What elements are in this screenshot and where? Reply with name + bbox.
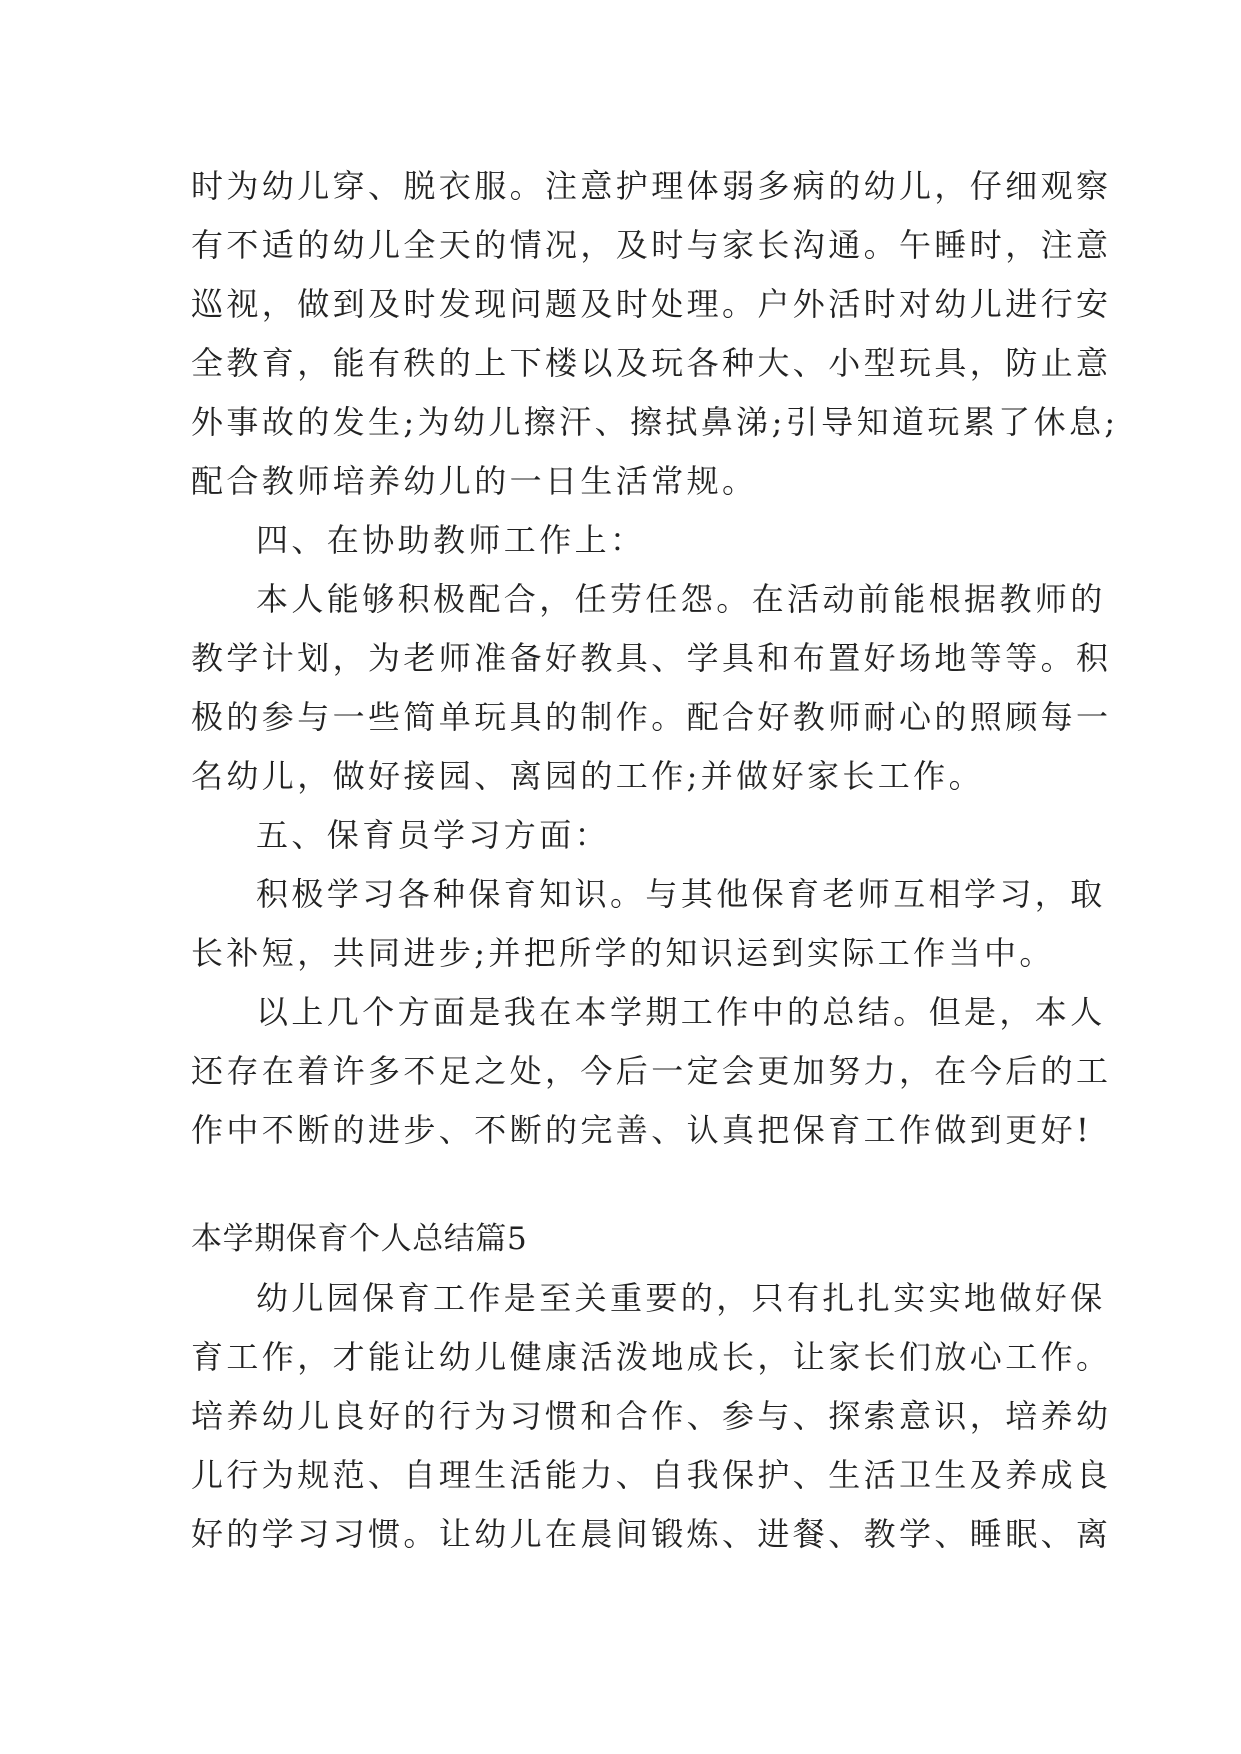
text-line: 培养幼儿良好的行为习惯和合作、参与、探索意识，培养幼 — [191, 1397, 1112, 1435]
paragraph-first-line: 积极学习各种保育知识。与其他保育老师互相学习，取 — [256, 875, 1106, 913]
text-line: 育工作，才能让幼儿健康活泼地成长，让家长们放心工作。 — [191, 1338, 1112, 1376]
paragraph-first-line: 幼儿园保育工作是至关重要的，只有扎扎实实地做好保 — [256, 1279, 1106, 1317]
text-line: 作中不断的进步、不断的完善、认真把保育工作做到更好! — [191, 1111, 1093, 1149]
text-line: 外事故的发生;为幼儿擦汗、擦拭鼻涕;引导知道玩累了休息; — [191, 403, 1119, 441]
text-line: 好的学习习惯。让幼儿在晨间锻炼、进餐、教学、睡眠、离 — [191, 1515, 1112, 1553]
text-line: 有不适的幼儿全天的情况，及时与家长沟通。午睡时，注意 — [191, 226, 1112, 264]
text-line: 名幼儿，做好接园、离园的工作;并做好家长工作。 — [191, 757, 984, 795]
text-line: 巡视，做到及时发现问题及时处理。户外活时对幼儿进行安 — [191, 285, 1112, 323]
section-heading: 五、保育员学习方面： — [256, 816, 611, 854]
text-line: 儿行为规范、自理生活能力、自我保护、生活卫生及养成良 — [191, 1456, 1112, 1494]
text-line: 配合教师培养幼儿的一日生活常规。 — [191, 462, 758, 500]
paragraph-first-line: 本人能够积极配合，任劳任怨。在活动前能根据教师的 — [256, 580, 1106, 618]
text-line: 还存在着许多不足之处，今后一定会更加努力，在今后的工 — [191, 1052, 1112, 1090]
text-line: 时为幼儿穿、脱衣服。注意护理体弱多病的幼儿，仔细观察 — [191, 167, 1112, 205]
text-line: 全教育，能有秩的上下楼以及玩各种大、小型玩具，防止意 — [191, 344, 1112, 382]
text-line: 教学计划，为老师准备好教具、学具和布置好场地等等。积 — [191, 639, 1112, 677]
text-line: 长补短，共同进步;并把所学的知识运到实际工作当中。 — [191, 934, 1055, 972]
paragraph-first-line: 以上几个方面是我在本学期工作中的总结。但是，本人 — [256, 993, 1106, 1031]
text-line: 极的参与一些简单玩具的制作。配合好教师耐心的照顾每一 — [191, 698, 1112, 736]
section-heading: 四、在协助教师工作上： — [256, 521, 646, 559]
article-title: 本学期保育个人总结篇5 — [191, 1221, 528, 1257]
